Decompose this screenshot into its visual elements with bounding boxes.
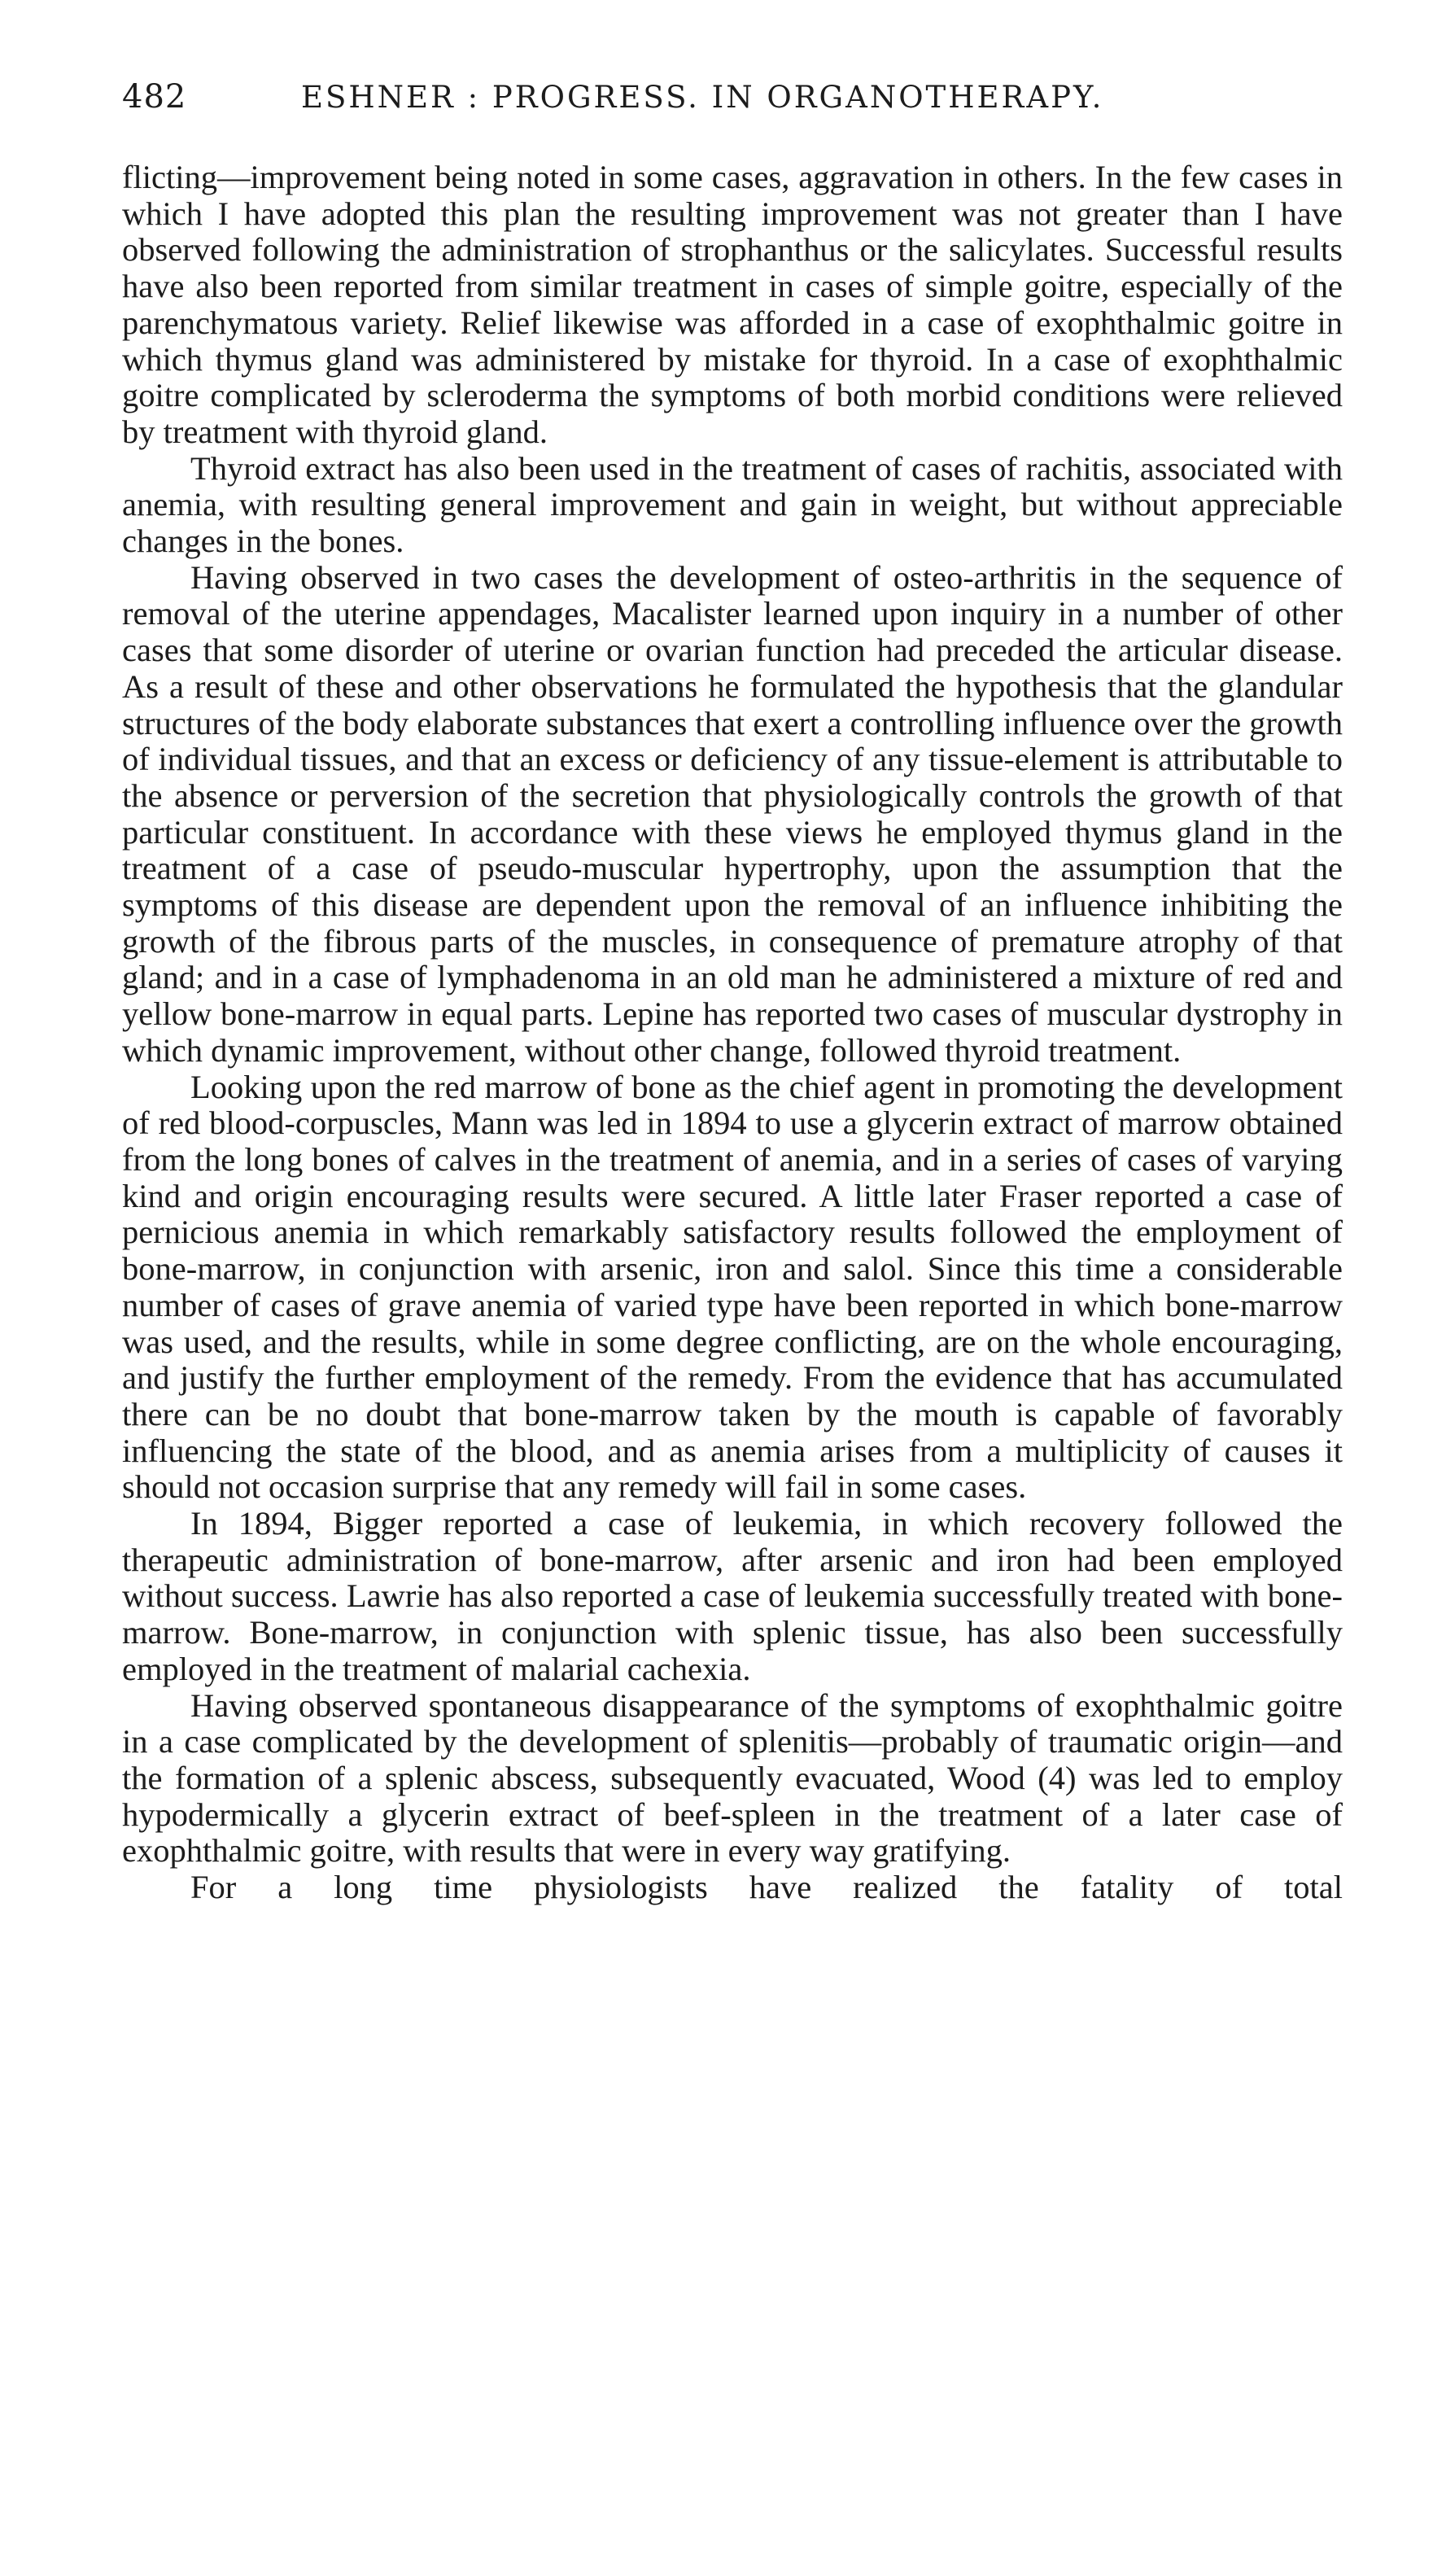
- paragraph-bone-marrow-anemia: Looking upon the red marrow of bone as the chief agent in promoting the development of red blood-corpuscles, Mann was led in 1894 to use a glycerin extract of marrow obtained from the long bones of calves in the treatment of anemia, and in a series of cases of varying kind and origin encouraging results were secured. A little later Fraser reported a case of pernicious anemia in which remarkably satisfactory results followed the employment of bone-marrow, in conjunction with arsenic, iron and salol. Since this time a considerable number of cases of grave anemia of varied type have been reported in which bone-marrow was used, and the results, while in some degree conflicting, are on the whole encouraging, and justify the further employment of the remedy. From the evidence that has accumulated there can be no doubt that bone-marrow taken by the mouth is capable of favorably influencing the state of the blood, and as anemia arises from a multiplicity of causes it should not occasion surprise that any remedy will fail in some cases.: [122, 1068, 1343, 1506]
- document-page: [122, 78, 1343, 1906]
- running-title: ESHNER : PROGRESS. IN ORGANOTHERAPY.: [301, 80, 1104, 115]
- paragraph-physiologists: For a long time physiologists have realized the fatality of total: [190, 1869, 1343, 1906]
- paragraph-macalister: Having observed in two cases the development of osteo-arthritis in the sequence of removal of the uterine appendages, Macalister learned upon inquiry in a number of other cases that some disorder of uterine or ovarian function had preceded the articular disease. As a result of these and other observations he formulated the hypothesis that the glandular structures of the body elaborate substances that exert a controlling influence over the growth of individual tissues, and that an excess or deficiency of any tissue-element is attributable to the absence or perversion of the secretion that physiologically controls the growth of that particular constituent. In accordance with these views he employed thymus gland in the treatment of a case of pseudo-muscular hypertrophy, upon the assumption that the symptoms of this disease are dependent upon the removal of an influence inhibiting the growth of the fibrous parts of the muscles, in consequence of premature atrophy of that gland; and in a case of lymphadenoma in an old man he administered a mixture of red and yellow bone-marrow in equal parts. Lepine has reported two cases of muscular dystrophy in which dynamic improvement, without other change, followed thyroid treatment.: [122, 558, 1343, 1069]
- paragraph-leukemia: In 1894, Bigger reported a case of leukemia, in which recovery followed the therapeutic administration of bone-marrow, after arsenic and iron had been employed without success. Lawrie has also reported a case of leukemia successfully treated with bone-marrow. Bone-marrow, in conjunction with splenic tissue, has also been successfully employed in the treatment of malarial cachexia.: [122, 1505, 1343, 1687]
- page-number: 482: [122, 78, 187, 116]
- running-header: [122, 78, 1343, 130]
- paragraph-rachitis: Thyroid extract has also been used in the treatment of cases of rachitis, associated with anemia, with resulting general improvement and gain in weight, but without appreciable changes in the bones.: [122, 449, 1343, 560]
- body-text: [122, 160, 1343, 1906]
- paragraph-continued: flicting—improvement being noted in some cases, aggravation in others. In the few cases in which I have adopted this plan the resulting improvement was not greater than I have observed following the administration of strophanthus or the salicylates. Successful results have also been reported from similar treatment in cases of simple goitre, especially of the parenchymatous variety. Relief likewise was afforded in a case of exophthalmic goitre in which thymus gland was administered by mistake for thyroid. In a case of exophthalmic goitre complicated by scleroderma the symptoms of both morbid conditions were relieved by treatment with thyroid gland.: [122, 159, 1343, 450]
- paragraph-spleen-extract: Having observed spontaneous disappearance of the symptoms of exophthalmic goitre in a case complicated by the development of splenitis—probably of traumatic origin—and the formation of a splenic abscess, subsequently evacuated, Wood (4) was led to employ hypodermically a glycerin extract of beef-spleen in the treatment of a later case of exophthalmic goitre, with results that were in every way gratifying.: [122, 1686, 1343, 1870]
